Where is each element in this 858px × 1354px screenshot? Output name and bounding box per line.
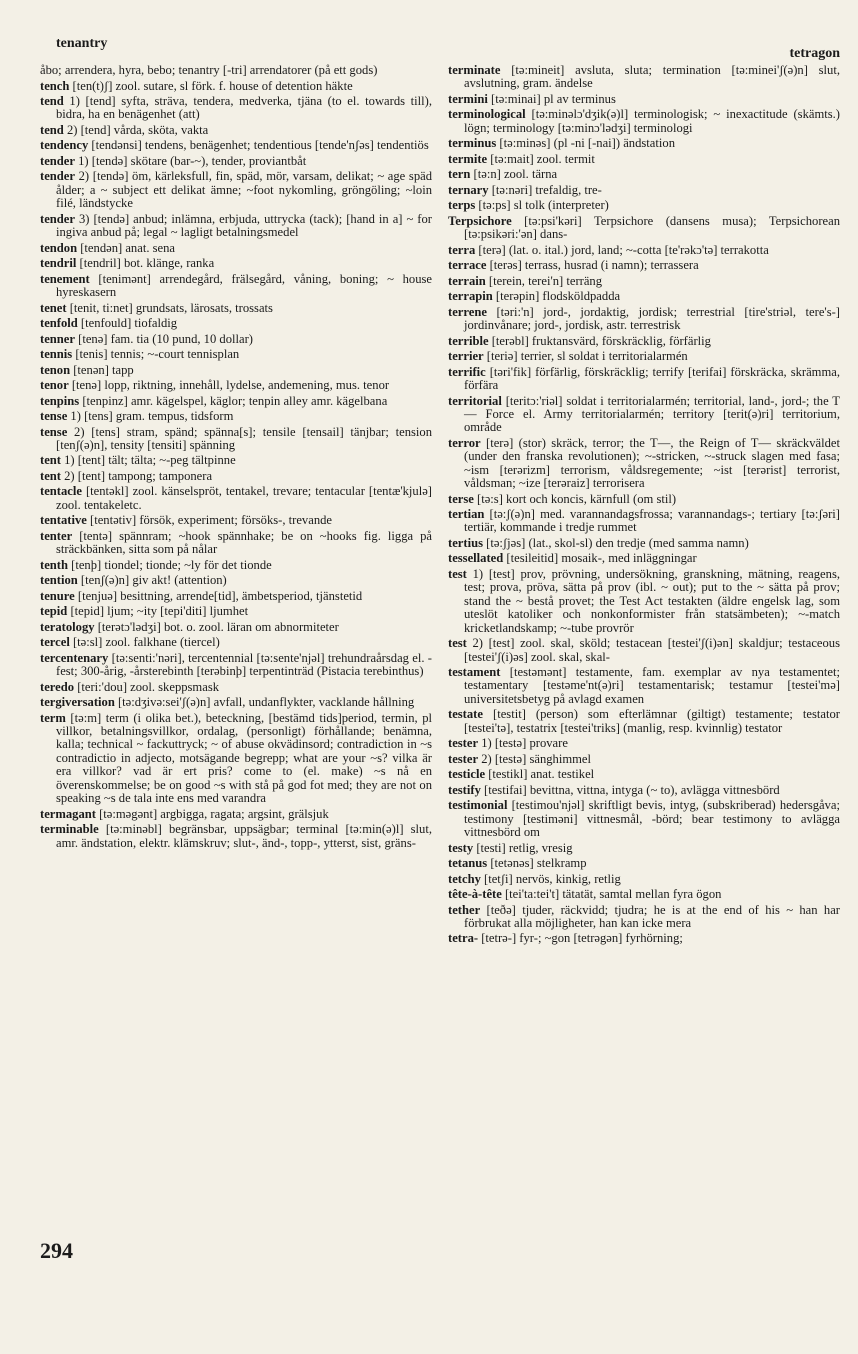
entry-headword: tent <box>40 454 61 468</box>
dictionary-entry <box>40 155 432 168</box>
dictionary-entry <box>448 666 840 706</box>
dictionary-entry <box>40 514 432 527</box>
dictionary-entry <box>448 508 840 535</box>
entry-headword: terminological <box>448 108 526 122</box>
entry-definition: [tenjuə] besittning, arrende[tid], ämbetsperiod, tjänstetid <box>74 589 363 603</box>
entry-headword: tepid <box>40 605 68 619</box>
entry-definition: [testikl] anat. testikel <box>485 768 595 782</box>
entry-headword: tern <box>448 168 471 182</box>
dictionary-entry <box>448 784 840 797</box>
dictionary-entry <box>40 426 432 453</box>
entry-definition: [tə:sl] zool. falkhane (tiercel) <box>69 636 220 650</box>
dictionary-entry <box>448 888 840 901</box>
entry-definition: [tesileitid] mosaik-, med inläggningar <box>503 552 697 566</box>
entry-definition: [terə] (stor) skräck, terror; the T—, the Reign of T— skräckväldet (under den franska revolutionen); ~-stricken, ~-struck slagen med fasa; ~ism [terərizm] terrorism, våldsregemente; ~ist [terərist] terrorist, våldsman; ~ize [terəraiz] terrorisera <box>464 436 840 491</box>
dictionary-entry <box>448 335 840 348</box>
entry-headword: tense <box>40 425 68 439</box>
entry-definition: [tə:dʒivə:sei'ʃ(ə)n] avfall, undanflykter, vacklande hållning <box>114 696 415 710</box>
entry-headword: tentacle <box>40 485 82 499</box>
dictionary-entry <box>40 364 432 377</box>
dictionary-entry <box>448 493 840 506</box>
entry-definition: [tə:m] term (i olika bet.), beteckning, [bestämd tids]period, termin, pl villkor, betalningsvillkor, ordalag, (personligt) förhållande; benämna, kalla; technical ~ fackuttryck; ~ of abuse okvädinsord; contradiction in ~s contradictio in adjecto, motsägande begrepp; what are your ~s? vilka är era villkor? vad är ert pris? come to (el. make) ~s nå en överenskommelse; be on good ~s with stå på god fot med; they are not on speaking ~s de tala inte ens med varandra <box>56 711 432 806</box>
entry-definition: 2) [testə] sänghimmel <box>478 752 592 766</box>
entry-definition: [tə:mineit] avsluta, sluta; termination [tə:minei'ʃ(ə)n] slut, avslutning, gram. ändelse <box>464 64 840 91</box>
dictionary-entry <box>40 273 432 300</box>
dictionary-entry <box>40 410 432 423</box>
dictionary-entry <box>40 170 432 210</box>
dictionary-entry <box>40 302 432 315</box>
entry-definition: 1) [test] prov, prövning, undersökning, granskning, mätning, reagens, test; prova, pröva, sätta på prov (ibl. ~ out); put to the ~ sätta på prov; stand the ~ bestå provet; the Test Act testakten (äldre engelsk lag, som uteslöt katoliker och nonkonformister från statsämbeten); ~-match kricketlandskamp; ~-tube provrör <box>464 567 840 635</box>
dictionary-entry <box>40 823 432 850</box>
entry-headword: tenth <box>40 558 68 572</box>
entry-headword: tenon <box>40 363 71 377</box>
dictionary-entry <box>448 137 840 150</box>
dictionary-entry <box>448 437 840 491</box>
entry-definition: [tentəkl] zool. känselspröt, tentakel, trevare; tentacular [tentæ'kjulə] zool. tentakeletc. <box>56 485 432 512</box>
entry-headword: termagant <box>40 807 96 821</box>
dictionary-entry <box>448 259 840 272</box>
dictionary-entry <box>448 842 840 855</box>
entry-headword: tend <box>40 95 64 108</box>
dictionary-entry <box>40 317 432 330</box>
entry-definition: [tenþ] tiondel; tionde; ~ly för det tionde <box>68 558 272 572</box>
entry-definition: [tə:s] kort och koncis, kärnfull (om stil) <box>473 492 677 506</box>
dictionary-entry <box>448 306 840 333</box>
dictionary-entry <box>40 348 432 361</box>
dictionary-entry <box>448 873 840 886</box>
entry-definition: [terətɔ'lədʒi] bot. o. zool. läran om abnormiteter <box>94 620 339 634</box>
dictionary-entry <box>448 275 840 288</box>
dictionary-entry <box>40 139 432 152</box>
entry-definition: [tenis] tennis; ~-court tennisplan <box>72 348 240 362</box>
dictionary-entry <box>448 366 840 393</box>
entry-definition: [tə:senti:'nəri], tercentennial [tə:sente'njəl] trehundraårsdag el. -fest; 300-årig, -årsterebinth [terəbinþ] terpentinträd (Pistacia terebinthus) <box>56 651 432 679</box>
entry-definition: [tenit, ti:net] grundsats, lärosats, trossats <box>66 301 273 315</box>
entry-headword: terrific <box>448 365 486 379</box>
entry-definition: 1) [tendə] skötare (bar-~), tender, proviantbåt <box>74 154 307 168</box>
left-guide-word: tenantry <box>56 36 108 51</box>
entry-headword: tester <box>448 737 479 751</box>
entry-headword: terrible <box>448 334 489 348</box>
entry-definition: [teriə] terrier, sl soldat i territorialarmén <box>483 350 688 364</box>
entry-headword: tercentenary <box>40 651 109 665</box>
dictionary-entry <box>448 64 840 91</box>
entry-definition: [tentətiv] försök, experiment; försöks-, trevande <box>86 514 333 528</box>
entry-definition: [teðə] tjuder, räckvidd; tjudra; he is at the end of his ~ han har förbrukat alla möjligheter, han kan icke mera <box>464 903 840 930</box>
dictionary-entry <box>448 244 840 257</box>
entry-definition: [testimou'njəl] skriftligt bevis, intyg, (subskriberad) hedersgåva; testimony [testiməni] vittnesmål, -börd; bear testimony to avlägga vittnesbörd om <box>464 799 840 840</box>
dictionary-entry <box>40 574 432 587</box>
entry-headword: testimonial <box>448 799 508 813</box>
dictionary-entry <box>40 696 432 709</box>
entry-definition: [tə:minai] pl av terminus <box>487 92 616 106</box>
entry-definition: 2) [test] zool. skal, sköld; testacean [testei'ʃ(i)ən] skaldjur; testaceous [testei'ʃ(i)əs] zool. skal, skal- <box>464 637 840 664</box>
entry-definition: [tenpinz] amr. kägelspel, käglor; tenpin alley amr. kägelbana <box>79 394 388 408</box>
dictionary-entry <box>448 93 840 106</box>
entry-headword: terminable <box>40 823 99 837</box>
entry-headword: territorial <box>448 394 502 408</box>
entry-definition: [tə:ʃ(ə)n] med. varannandagsfrossa; varannandags-; tertiary [tə:ʃəri] tertiär, kommande i tredje rummet <box>464 508 840 535</box>
entry-headword: tenement <box>40 272 90 286</box>
entry-definition: [terein, terei'n] terräng <box>485 274 603 288</box>
entry-definition: 2) [tendə] öm, kärleksfull, fin, späd, mör, varsam, delikat; ~ age späd ålder; a ~ subject ett delikat ämne; ~foot nykomling, gröngöling; ~loin filé, ländstycke <box>56 170 432 211</box>
entry-definition: [terəs] terrass, husrad (i namn); terrassera <box>486 259 699 273</box>
entry-definition: [təri:'n] jord-, jordaktig, jordisk; terrestrial [tire'striəl, tere's-] jordinvånare; jord-, jordisk, astr. terrestrisk <box>464 305 840 333</box>
entry-headword: tessellated <box>448 552 504 566</box>
entry-definition: [tə:psi'kəri] Terpsichore (dansens musa); Terpsichorean [tə:psikəri:'ən] dans- <box>464 214 840 242</box>
dictionary-entry <box>448 153 840 166</box>
entry-headword: tender <box>40 170 75 184</box>
dictionary-entry <box>448 768 840 781</box>
right-column <box>448 64 840 948</box>
entry-headword: terror <box>448 436 481 450</box>
entry-headword: terse <box>448 492 474 506</box>
entry-definition: 1) [tend] syfta, sträva, tendera, medverka, tjäna (to el. towards till), bidra, ha en benägenhet (att) <box>56 95 432 122</box>
entry-headword: tenfold <box>40 317 78 331</box>
dictionary-entry <box>40 395 432 408</box>
entry-definition: [tə:ps] sl tolk (interpreter) <box>475 199 609 213</box>
dictionary-entry <box>448 904 840 931</box>
dictionary-entry <box>40 213 432 240</box>
dictionary-entry <box>40 485 432 512</box>
entry-headword: tench <box>40 79 70 93</box>
dictionary-entry <box>40 454 432 467</box>
dictionary-entry <box>40 257 432 270</box>
entry-definition: [tə:mait] zool. termit <box>487 152 595 166</box>
entry-headword: tenpins <box>40 394 80 408</box>
dictionary-entry <box>40 590 432 603</box>
entry-headword: tender <box>40 154 75 168</box>
entry-definition: [tenfould] tiofaldig <box>77 317 178 331</box>
entry-headword: teredo <box>40 680 75 694</box>
entry-definition: [tə:minəlɔ'dʒik(ə)l] terminologisk; ~ inexactitude (skämts.) lögn; terminology [tə:minɔ'lədʒi] terminologi <box>464 108 840 135</box>
dictionary-entry <box>448 857 840 870</box>
entry-headword: tetanus <box>448 857 488 871</box>
entry-definition: [tə:nəri] trefaldig, tre- <box>488 183 602 197</box>
dictionary-entry <box>448 568 840 635</box>
entry-headword: terrier <box>448 350 484 364</box>
entry-definition: [teritɔ:'riəl] soldat i territorialarmén; territorial, land-, jord-; the T— Force el. Army territorialarmén; territory [terit(ə)ri] territorium, område <box>464 394 840 435</box>
entry-definition: [tə:ʃjəs] (lat., skol-sl) den tredje (med samma namn) <box>482 536 749 550</box>
entry-headword: terrene <box>448 305 487 319</box>
entry-definition: [tə:məgənt] argbigga, ragata; argsint, grälsjuk <box>95 807 329 821</box>
entry-headword: tête-à-tête <box>448 888 502 902</box>
entry-definition: [tenʃ(ə)n] giv akt! (attention) <box>77 574 227 588</box>
dictionary-entry <box>40 470 432 483</box>
dictionary-entry <box>40 636 432 649</box>
entry-definition: [tetənəs] stelkramp <box>487 857 587 871</box>
entry-headword: tention <box>40 574 78 588</box>
dictionary-entry <box>40 80 432 93</box>
entry-headword: tetchy <box>448 872 481 886</box>
entry-definition: [tentə] spännram; ~hook spännhake; be on ~hooks fig. ligga på sträckbänken, sitta som på nålar <box>56 529 432 557</box>
entry-headword: testate <box>448 708 483 722</box>
entry-definition: 2) [tent] tampong; tamponera <box>60 469 213 483</box>
dictionary-entry <box>448 215 840 242</box>
dictionary-entry <box>448 199 840 212</box>
dictionary-entry <box>448 537 840 550</box>
dictionary-entry <box>448 168 840 181</box>
entry-definition: [tenə] fam. tia (10 pund, 10 dollar) <box>74 332 253 346</box>
entry-headword: tertian <box>448 508 485 522</box>
entry-definition: 1) [testə] provare <box>478 737 568 751</box>
entry-headword: Terpsichore <box>448 214 512 228</box>
entry-headword: terminate <box>448 64 501 77</box>
entry-headword: testicle <box>448 768 486 782</box>
entry-definition: 1) [tent] tält; tälta; ~-peg tältpinne <box>60 454 236 468</box>
entry-definition: [təri'fik] förfärlig, förskräcklig; terrify [terifai] förskräcka, skrämma, förfära <box>464 365 840 393</box>
page-number: 294 <box>40 1238 73 1263</box>
entry-definition: [terəpin] flodsköldpadda <box>492 290 621 304</box>
entry-definition: [tetrə-] fyr-; ~gon [tetrəgən] fyrhörning; <box>478 932 683 946</box>
entry-definition: 1) [tens] gram. tempus, tidsform <box>67 410 234 424</box>
dictionary-entry <box>40 530 432 557</box>
entry-definition: [tei'ta:tei't] tätatät, samtal mellan fyra ögon <box>501 888 722 902</box>
entry-definition: 2) [tens] stram, spänd; spänna[s]; tensile [tensail] tänjbar; tension [tenʃ(ə)n], tensity [tensiti] spänning <box>56 425 432 452</box>
dictionary-entry <box>448 108 840 135</box>
dictionary-entry <box>448 799 840 839</box>
entry-definition: [testifai] bevittna, vittna, intyga (~ to), avlägga vittnesbörd <box>480 783 780 797</box>
entry-definition: [tə:minəbl] begränsbar, uppsägbar; terminal [tə:min(ə)l] slut, amr. ändstation, elektr. klämskruv; slut-, änd-, topp-, ytterst, sist, gräns- <box>56 823 432 850</box>
dictionary-entry <box>448 184 840 197</box>
entry-headword: tenter <box>40 529 73 543</box>
dictionary-entry <box>448 552 840 565</box>
dictionary-entry <box>40 808 432 821</box>
entry-headword: terminus <box>448 137 497 151</box>
entry-definition: [tenimənt] arrendegård, frälsegård, våning, boning; ~ house hyreskasern <box>56 272 432 300</box>
dictionary-entry <box>40 559 432 572</box>
dictionary-entry <box>40 652 432 679</box>
dictionary-entry <box>448 737 840 750</box>
entry-definition: [terə] (lat. o. ital.) jord, land; ~-cotta [te'rəkɔ'tə] terrakotta <box>475 243 769 257</box>
dictionary-entry <box>448 350 840 363</box>
left-column <box>40 64 432 852</box>
entry-definition: [tenə] lopp, riktning, innehåll, lydelse, andemening, mus. tenor <box>68 379 390 393</box>
dictionary-entry <box>40 124 432 137</box>
entry-definition: [testəmənt] testamente, fam. exemplar av nya testamentet; testamentary [testəme'nt(ə)ri] testamentarisk; testamur [testei'mə] universitetsbetyg på avlagd examen <box>464 666 840 706</box>
entry-headword: testy <box>448 841 474 855</box>
entry-definition: [ten(t)ʃ] zool. sutare, sl förk. f. house of detention häkte <box>69 79 353 93</box>
entry-headword: tend <box>40 123 64 137</box>
dictionary-entry <box>40 605 432 618</box>
entry-definition: åbo; arrendera, hyra, bebo; tenantry [-tri] arrendatorer (på ett gods) <box>40 64 378 77</box>
entry-definition: [tetʃi] nervös, kinkig, retlig <box>480 872 621 886</box>
entry-headword: tenner <box>40 332 75 346</box>
entry-definition: [tendril] bot. klänge, ranka <box>76 257 215 271</box>
entry-definition: [terəbl] fruktansvärd, förskräcklig, förfärlig <box>488 334 711 348</box>
entry-headword: tergiversation <box>40 696 115 710</box>
entry-headword: tennis <box>40 348 73 362</box>
entry-headword: tendon <box>40 241 78 255</box>
dictionary-entry <box>448 637 840 664</box>
entry-headword: tender <box>40 212 75 226</box>
right-guide-word: tetragon <box>789 46 840 61</box>
entry-headword: ternary <box>448 183 489 197</box>
entry-headword: testament <box>448 666 501 679</box>
dictionary-entry <box>448 290 840 303</box>
entry-headword: term <box>40 711 66 725</box>
entry-headword: test <box>448 567 467 581</box>
dictionary-entry <box>40 712 432 806</box>
dictionary-entry <box>448 932 840 945</box>
entry-headword: tether <box>448 903 481 917</box>
dictionary-entry <box>448 753 840 766</box>
entry-headword: tercel <box>40 636 70 650</box>
dictionary-entry <box>40 64 432 77</box>
entry-headword: terps <box>448 199 476 213</box>
entry-headword: tent <box>40 469 61 483</box>
entry-headword: test <box>448 637 467 651</box>
entry-headword: tetra- <box>448 932 479 946</box>
entry-definition: [testi] retlig, vresig <box>473 841 573 855</box>
entry-definition: [teri:'dou] zool. skeppsmask <box>74 680 220 694</box>
dictionary-entry <box>40 621 432 634</box>
entry-headword: tenet <box>40 301 67 315</box>
entry-headword: tentative <box>40 514 87 528</box>
dictionary-entry <box>448 395 840 435</box>
entry-headword: termini <box>448 92 488 106</box>
entry-definition: [tepid] ljum; ~ity [tepi'diti] ljumhet <box>67 605 249 619</box>
entry-definition: [tendən] anat. sena <box>77 241 175 255</box>
entry-definition: [tenən] tapp <box>70 363 134 377</box>
entry-headword: termite <box>448 152 488 166</box>
dictionary-entry <box>448 708 840 735</box>
entry-headword: terrace <box>448 259 487 273</box>
entry-definition: 3) [tendə] anbud; inlämna, erbjuda, uttrycka (tack); [hand in a] ~ for ingiva anbud på; legal ~ lagligt betalningsmedel <box>56 212 432 240</box>
entry-headword: terra <box>448 243 476 257</box>
entry-headword: tense <box>40 410 68 424</box>
entry-definition: [tə:minəs] (pl -ni [-nai]) ändstation <box>496 137 675 151</box>
dictionary-entry <box>40 681 432 694</box>
dictionary-entry <box>40 95 432 122</box>
entry-headword: terrain <box>448 274 486 288</box>
entry-headword: tertius <box>448 536 483 550</box>
dictionary-entry <box>40 379 432 392</box>
entry-headword: testify <box>448 783 481 797</box>
entry-definition: [testit] (person) som efterlämnar (giltigt) testamente; testator [testei'tə], testatrix [testei'triks] (manlig, resp. kvinnlig) testator <box>464 708 840 735</box>
dictionary-entry <box>40 242 432 255</box>
entry-headword: tendril <box>40 257 77 271</box>
entry-headword: tenure <box>40 589 75 603</box>
entry-headword: tester <box>448 752 479 766</box>
entry-definition: [tendənsi] tendens, benägenhet; tendentious [tende'nʃəs] tendentiös <box>88 139 429 153</box>
entry-headword: teratology <box>40 620 95 634</box>
entry-headword: tendency <box>40 139 89 153</box>
entry-definition: [tə:n] zool. tärna <box>470 168 558 182</box>
entry-definition: 2) [tend] vårda, sköta, vakta <box>63 123 209 137</box>
entry-headword: tenor <box>40 379 69 393</box>
dictionary-entry <box>40 333 432 346</box>
entry-headword: terrapin <box>448 290 493 304</box>
